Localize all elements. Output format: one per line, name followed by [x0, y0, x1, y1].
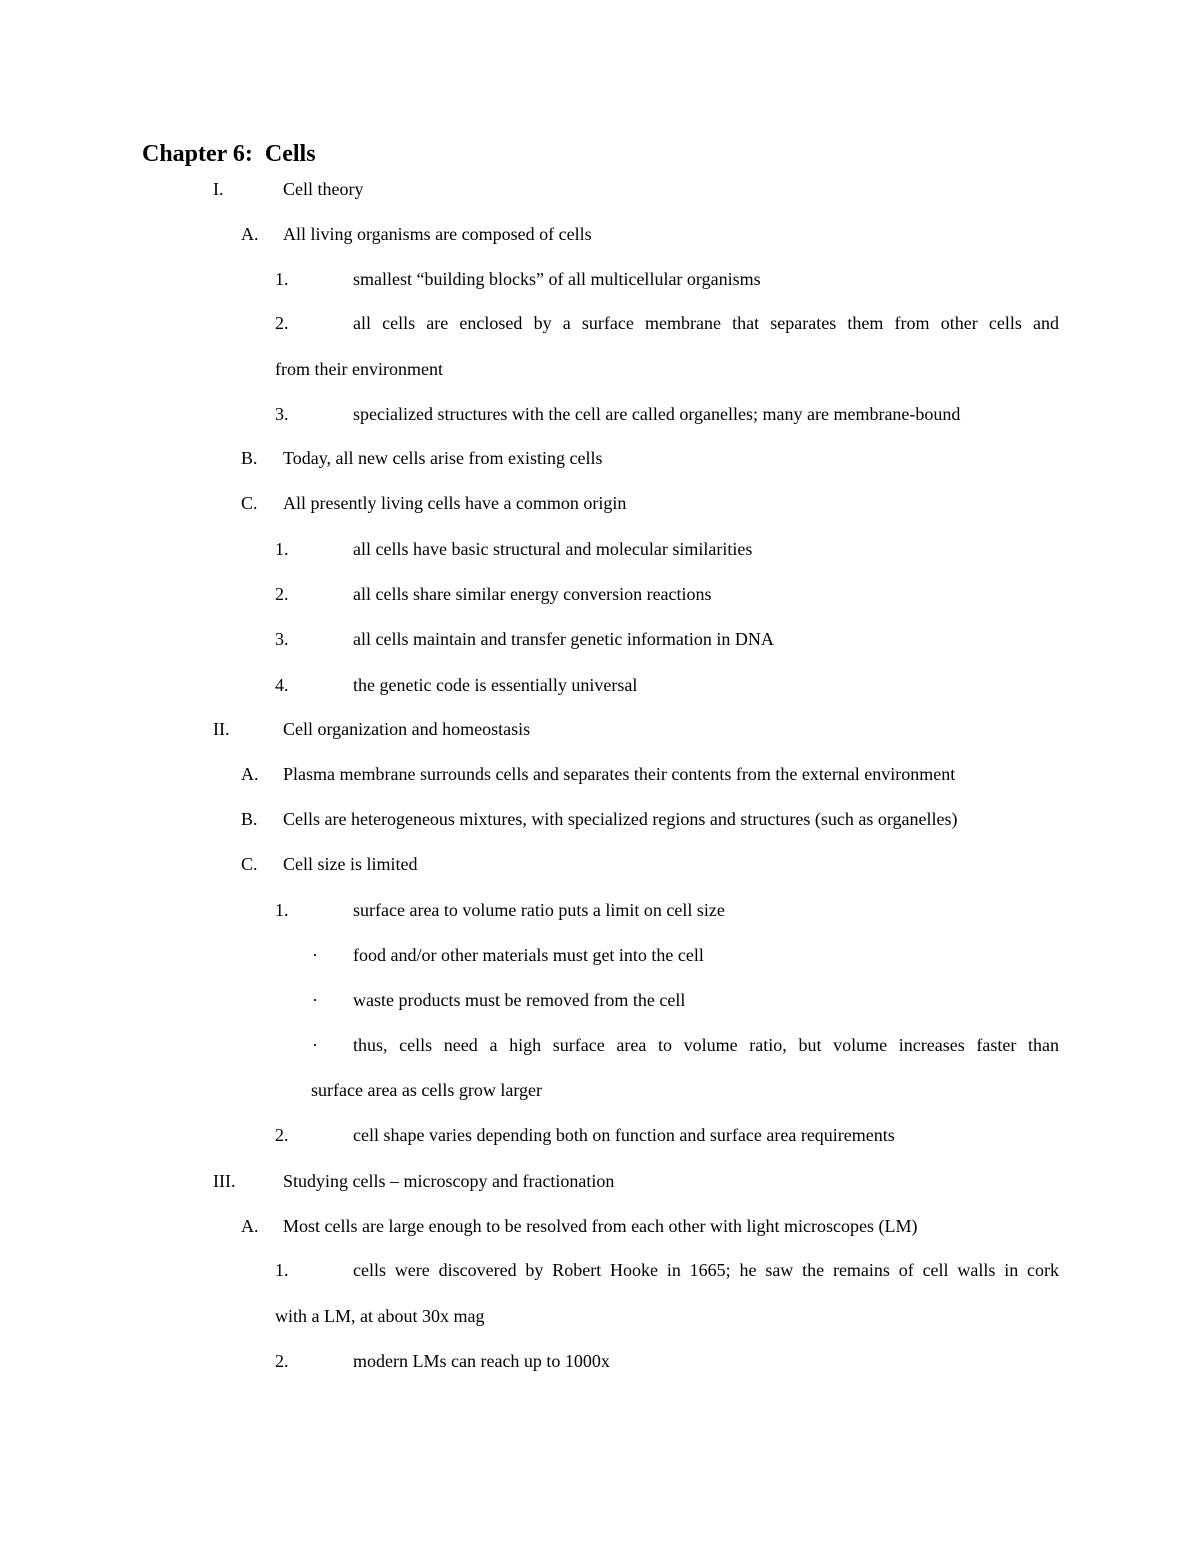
outline-marker: C.: [241, 854, 258, 874]
outline-marker: 2.: [275, 313, 289, 333]
outline-marker: 1.: [275, 1260, 289, 1280]
outline-text: cells were discovered by Robert Hooke in 1665; he saw the remains of cell walls in cork: [353, 1260, 1059, 1280]
bullet-marker: ·: [312, 990, 318, 1010]
outline-text-continuation: surface area as cells grow larger: [311, 1080, 543, 1100]
outline-marker: 1.: [275, 900, 289, 920]
outline-text: food and/or other materials must get into the cell: [353, 945, 704, 965]
outline-marker: II.: [213, 719, 230, 739]
outline-text: All living organisms are composed of cells: [283, 224, 592, 244]
outline-marker: A.: [241, 1216, 259, 1236]
outline-marker: A.: [241, 764, 259, 784]
bullet-marker: ·: [312, 1035, 318, 1055]
outline-text: Cell size is limited: [283, 854, 418, 874]
outline-text-continuation: with a LM, at about 30x mag: [275, 1306, 485, 1326]
outline-marker: III.: [213, 1171, 236, 1191]
outline-marker: 4.: [275, 675, 289, 695]
outline-text: Cell theory: [283, 179, 364, 199]
outline-marker: 2.: [275, 1351, 289, 1371]
outline-text: All presently living cells have a common origin: [283, 493, 627, 513]
outline-text: all cells are enclosed by a surface membrane that separates them from other cells and: [353, 313, 1059, 333]
outline-marker: 3.: [275, 404, 289, 424]
outline-text: surface area to volume ratio puts a limit on cell size: [353, 900, 725, 920]
outline-text: all cells share similar energy conversion reactions: [353, 584, 712, 604]
outline-marker: I.: [213, 179, 224, 199]
outline-text: specialized structures with the cell are called organelles; many are membrane-bound: [353, 404, 961, 424]
outline-marker: 1.: [275, 269, 289, 289]
bullet-marker: ·: [312, 945, 318, 965]
outline-text: Studying cells – microscopy and fractionation: [283, 1171, 615, 1191]
outline-text: all cells maintain and transfer genetic information in DNA: [353, 629, 774, 649]
outline-marker: 1.: [275, 539, 289, 559]
outline-marker: 2.: [275, 1125, 289, 1145]
outline-marker: C.: [241, 493, 258, 513]
outline-text: waste products must be removed from the cell: [353, 990, 686, 1010]
outline-text: thus, cells need a high surface area to volume ratio, but volume increases faster than: [353, 1035, 1059, 1055]
outline-text: Cell organization and homeostasis: [283, 719, 531, 739]
outline-marker: A.: [241, 224, 259, 244]
outline-marker: B.: [241, 809, 258, 829]
outline-text: Plasma membrane surrounds cells and separates their contents from the external environment: [283, 764, 956, 784]
outline-text: smallest “building blocks” of all multicellular organisms: [353, 269, 761, 289]
outline-marker: 2.: [275, 584, 289, 604]
outline-text: Cells are heterogeneous mixtures, with specialized regions and structures (such as organelles): [283, 809, 958, 829]
outline-text: the genetic code is essentially universal: [353, 675, 638, 695]
outline-text: modern LMs can reach up to 1000x: [353, 1351, 610, 1371]
outline-text-continuation: from their environment: [275, 359, 443, 379]
chapter-title: Chapter 6: Cells: [142, 141, 316, 167]
outline-text: all cells have basic structural and molecular similarities: [353, 539, 753, 559]
outline-marker: B.: [241, 448, 258, 468]
outline-text: Today, all new cells arise from existing cells: [283, 448, 603, 468]
outline-marker: 3.: [275, 629, 289, 649]
outline-text: Most cells are large enough to be resolved from each other with light microscopes (LM): [283, 1216, 918, 1236]
outline-text: cell shape varies depending both on function and surface area requirements: [353, 1125, 895, 1145]
